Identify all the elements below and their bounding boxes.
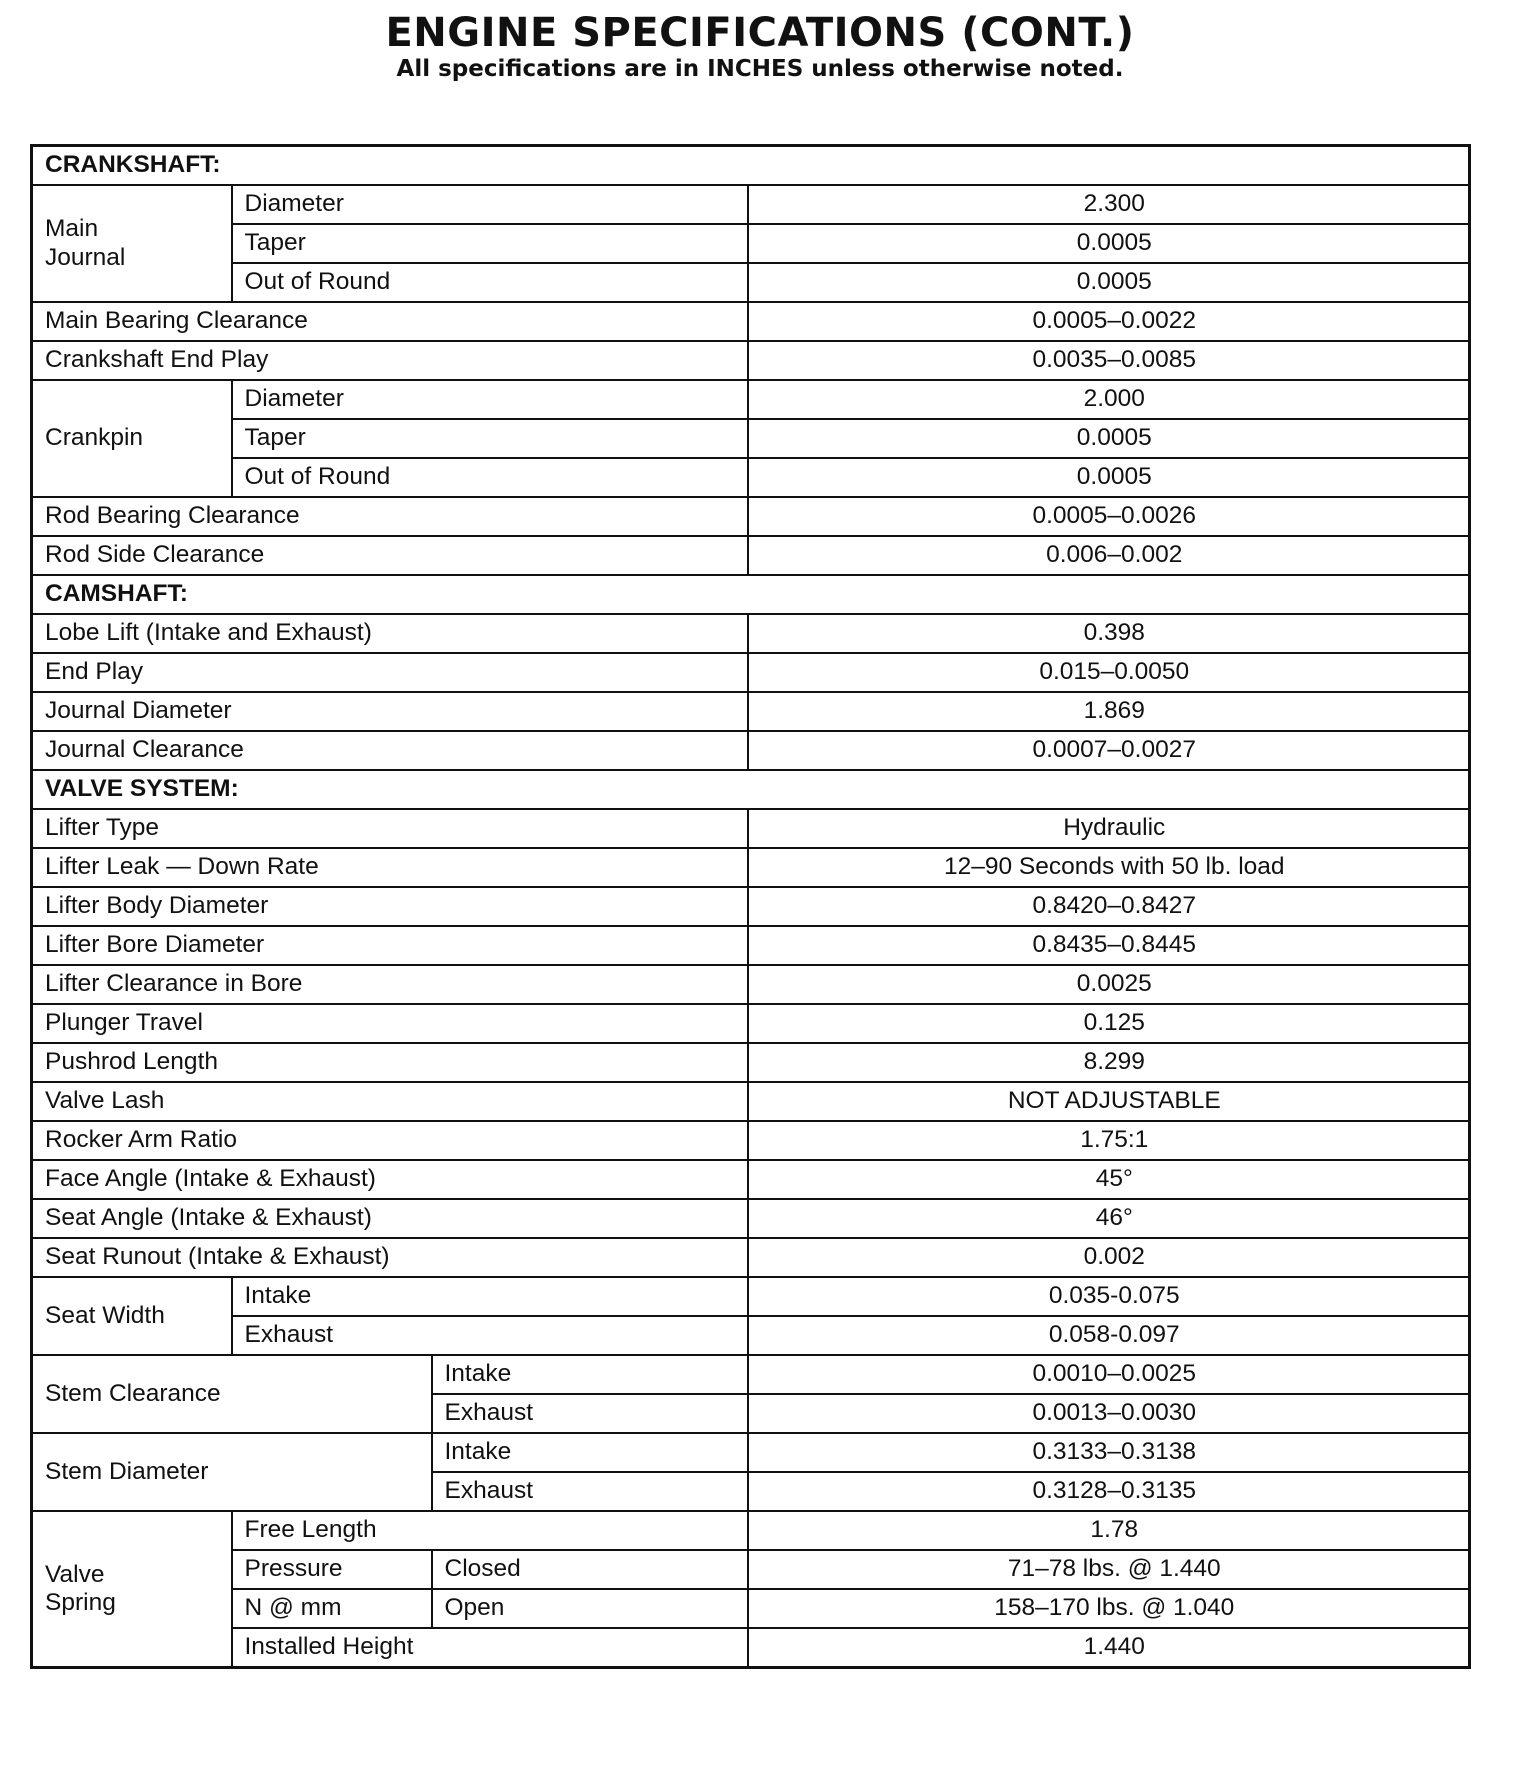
row-group-label: Stem Diameter — [32, 1433, 432, 1511]
spec-label: Lobe Lift (Intake and Exhaust) — [32, 614, 748, 653]
table-row — [32, 458, 1470, 497]
table-row — [32, 1550, 1470, 1589]
table-row — [32, 1121, 1470, 1160]
table-row — [32, 1277, 1470, 1316]
label-line: Valve — [45, 1560, 105, 1588]
table-row — [32, 1043, 1470, 1082]
table-row — [32, 1238, 1470, 1277]
table-row — [32, 419, 1470, 458]
spec-label: Lifter Body Diameter — [32, 887, 748, 926]
spec-value: 0.0005 — [748, 458, 1470, 497]
spec-value: 0.3128–0.3135 — [748, 1472, 1470, 1511]
spec-label: N @ mm — [232, 1589, 432, 1628]
table-row — [32, 224, 1470, 263]
label-line: Journal — [45, 243, 126, 271]
spec-value: 0.0005 — [748, 263, 1470, 302]
spec-label: Seat Runout (Intake & Exhaust) — [32, 1238, 748, 1277]
row-group-label: Crankpin — [32, 380, 232, 497]
spec-value: 0.3133–0.3138 — [748, 1433, 1470, 1472]
spec-value: 1.869 — [748, 692, 1470, 731]
table-row — [32, 926, 1470, 965]
spec-value: 0.002 — [748, 1238, 1470, 1277]
table-row — [32, 1589, 1470, 1628]
spec-label: Journal Diameter — [32, 692, 748, 731]
spec-label: Plunger Travel — [32, 1004, 748, 1043]
spec-label: Pushrod Length — [32, 1043, 748, 1082]
spec-value: 46° — [748, 1199, 1470, 1238]
row-group-label — [32, 185, 232, 302]
table-row — [32, 965, 1470, 1004]
spec-label: Intake — [232, 1277, 748, 1316]
section-heading: CAMSHAFT: — [32, 575, 1470, 614]
table-row — [32, 185, 1470, 224]
spec-value: 0.006–0.002 — [748, 536, 1470, 575]
spec-label: Exhaust — [432, 1394, 748, 1433]
spec-label: Face Angle (Intake & Exhaust) — [32, 1160, 748, 1199]
spec-label: Crankshaft End Play — [32, 341, 748, 380]
spec-value: 2.000 — [748, 380, 1470, 419]
spec-value: 2.300 — [748, 185, 1470, 224]
spec-label: Rocker Arm Ratio — [32, 1121, 748, 1160]
table-row — [32, 692, 1470, 731]
spec-label: Diameter — [232, 185, 748, 224]
spec-value: 158–170 lbs. @ 1.040 — [748, 1589, 1470, 1628]
table-row — [32, 1433, 1470, 1472]
spec-value: 45° — [748, 1160, 1470, 1199]
spec-label: Diameter — [232, 380, 748, 419]
table-row — [32, 1355, 1470, 1394]
section-heading: VALVE SYSTEM: — [32, 770, 1470, 809]
table-row — [32, 1004, 1470, 1043]
spec-value: 1.440 — [748, 1628, 1470, 1668]
spec-value: Hydraulic — [748, 809, 1470, 848]
spec-value: 0.0005–0.0022 — [748, 302, 1470, 341]
spec-label: Out of Round — [232, 458, 748, 497]
row-group-label: Seat Width — [32, 1277, 232, 1355]
table-row — [32, 536, 1470, 575]
engine-specifications-table — [30, 144, 1471, 1669]
spec-label: Taper — [232, 224, 748, 263]
table-row — [32, 1511, 1470, 1550]
spec-value: 0.8435–0.8445 — [748, 926, 1470, 965]
spec-value: NOT ADJUSTABLE — [748, 1082, 1470, 1121]
table-row — [32, 809, 1470, 848]
spec-label: Installed Height — [232, 1628, 748, 1668]
spec-label: Intake — [432, 1433, 748, 1472]
row-group-label — [32, 1511, 232, 1668]
table-row — [32, 653, 1470, 692]
section-row-crankshaft — [32, 146, 1470, 186]
spec-value: 0.015–0.0050 — [748, 653, 1470, 692]
table-row — [32, 614, 1470, 653]
label-line: Main — [45, 215, 99, 243]
spec-value: 0.0025 — [748, 965, 1470, 1004]
spec-label: Out of Round — [232, 263, 748, 302]
table-row — [32, 1160, 1470, 1199]
section-row-valve-system — [32, 770, 1470, 809]
spec-value: 8.299 — [748, 1043, 1470, 1082]
spec-label: Valve Lash — [32, 1082, 748, 1121]
spec-label: End Play — [32, 653, 748, 692]
spec-value: 0.0010–0.0025 — [748, 1355, 1470, 1394]
spec-label: Free Length — [232, 1511, 748, 1550]
spec-label: Exhaust — [432, 1472, 748, 1511]
spec-value: 0.0013–0.0030 — [748, 1394, 1470, 1433]
spec-label: Closed — [432, 1550, 748, 1589]
table-row — [32, 1199, 1470, 1238]
spec-value: 0.8420–0.8427 — [748, 887, 1470, 926]
spec-value: 0.0005–0.0026 — [748, 497, 1470, 536]
spec-value: 0.0035–0.0085 — [748, 341, 1470, 380]
table-row — [32, 848, 1470, 887]
spec-value: 1.78 — [748, 1511, 1470, 1550]
spec-label: Journal Clearance — [32, 731, 748, 770]
spec-label: Lifter Type — [32, 809, 748, 848]
table-row — [32, 1628, 1470, 1668]
spec-value: 0.0007–0.0027 — [748, 731, 1470, 770]
spec-label: Exhaust — [232, 1316, 748, 1355]
table-row — [32, 263, 1470, 302]
table-row — [32, 380, 1470, 419]
spec-value: 0.0005 — [748, 224, 1470, 263]
spec-label: Open — [432, 1589, 748, 1628]
label-line: Spring — [45, 1589, 116, 1616]
spec-value: 0.125 — [748, 1004, 1470, 1043]
spec-value: 12–90 Seconds with 50 lb. load — [748, 848, 1470, 887]
section-row-camshaft — [32, 575, 1470, 614]
spec-value: 0.058-0.097 — [748, 1316, 1470, 1355]
spec-value: 1.75:1 — [748, 1121, 1470, 1160]
spec-value: 0.035-0.075 — [748, 1277, 1470, 1316]
row-group-label: Stem Clearance — [32, 1355, 432, 1433]
table-row — [32, 302, 1470, 341]
spec-value: 0.0005 — [748, 419, 1470, 458]
page-title: ENGINE SPECIFICATIONS (CONT.) — [385, 10, 1135, 56]
table-row — [32, 887, 1470, 926]
page-subtitle: All specifications are in INCHES unless otherwise noted. — [396, 56, 1124, 82]
section-heading: CRANKSHAFT: — [32, 146, 1470, 186]
table-row — [32, 497, 1470, 536]
table-row — [32, 1082, 1470, 1121]
spec-label: Lifter Clearance in Bore — [32, 965, 748, 1004]
spec-label: Pressure — [232, 1550, 432, 1589]
table-row — [32, 341, 1470, 380]
spec-label: Main Bearing Clearance — [32, 302, 748, 341]
spec-label: Lifter Bore Diameter — [32, 926, 748, 965]
spec-label: Taper — [232, 419, 748, 458]
spec-label: Intake — [432, 1355, 748, 1394]
spec-label: Lifter Leak — Down Rate — [32, 848, 748, 887]
table-row — [32, 731, 1470, 770]
spec-value: 0.398 — [748, 614, 1470, 653]
spec-label: Rod Side Clearance — [32, 536, 748, 575]
table-row — [32, 1316, 1470, 1355]
spec-label: Rod Bearing Clearance — [32, 497, 748, 536]
spec-value: 71–78 lbs. @ 1.440 — [748, 1550, 1470, 1589]
spec-label: Seat Angle (Intake & Exhaust) — [32, 1199, 748, 1238]
